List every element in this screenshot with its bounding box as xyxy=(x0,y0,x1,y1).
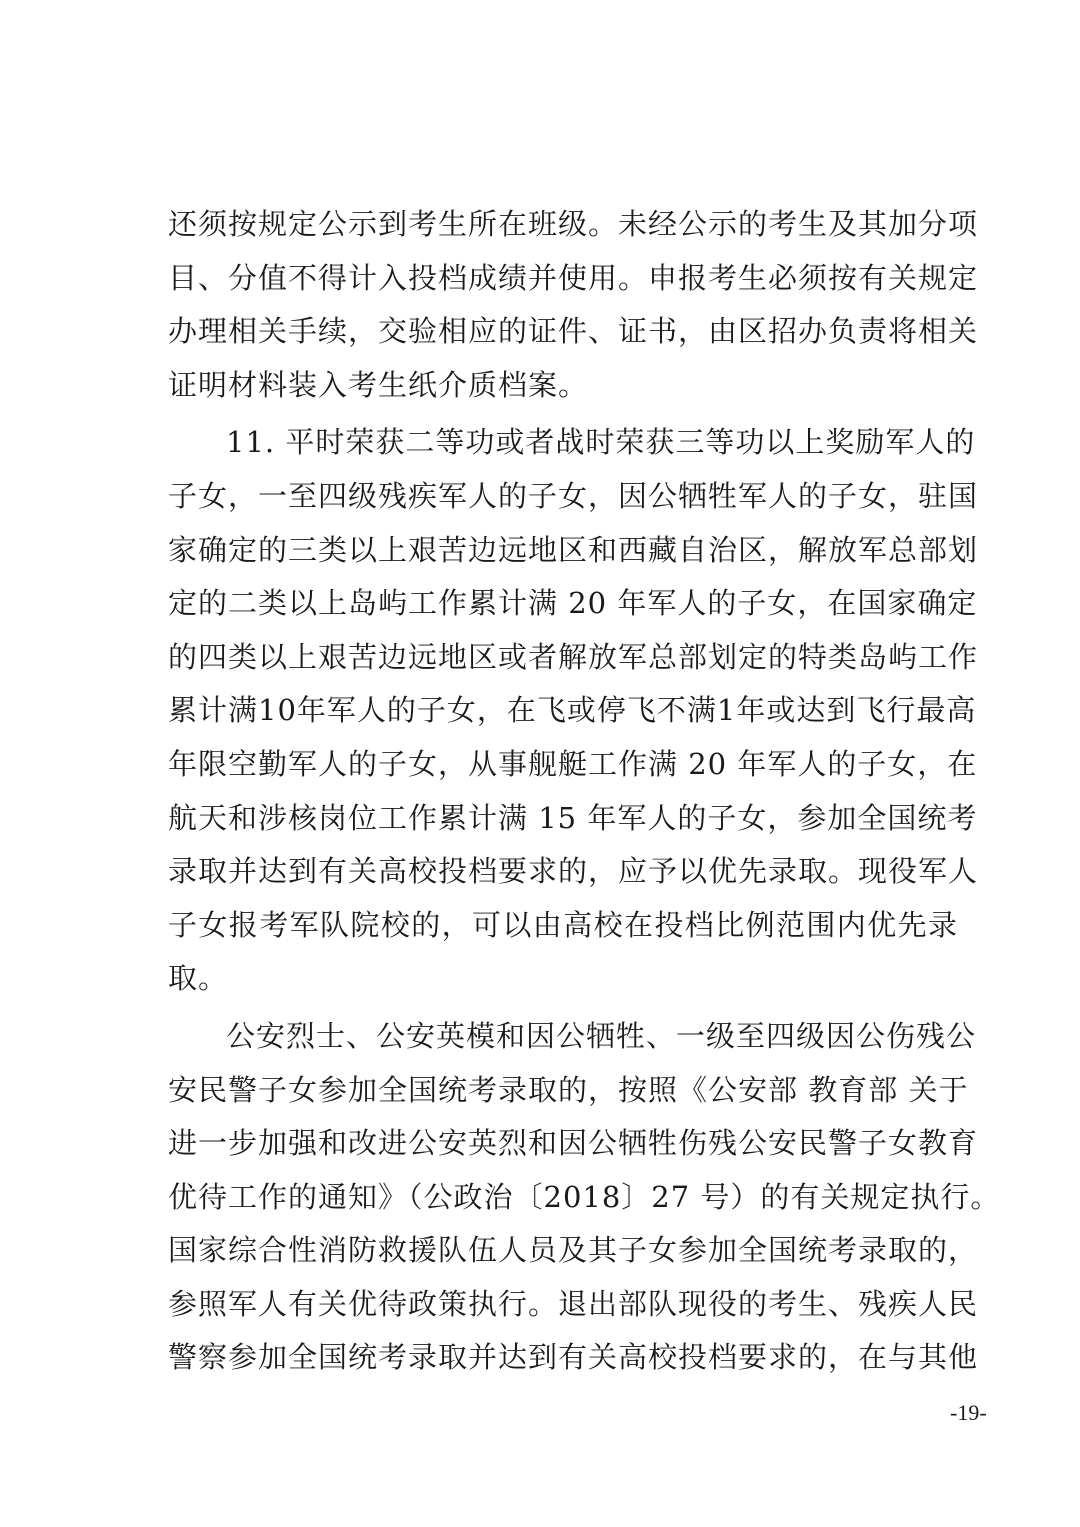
text-line: 子女，一至四级残疾军人的子女，因公牺牲军人的子女，驻国 xyxy=(168,478,979,513)
text-line: 参照军人有关优待政策执行。退出部队现役的考生、残疾人民 xyxy=(168,1286,979,1321)
text-line: 的四类以上艰苦边远地区或者解放军总部划定的特类岛屿工作 xyxy=(168,639,979,674)
text-line: 定的二类以上岛屿工作累计满 20 年军人的子女，在国家确定 xyxy=(168,586,978,621)
paragraph-first-line: 11. 平时荣获二等功或者战时荣获三等功以上奖励军人的 xyxy=(226,425,976,460)
text-line: 子女报考军队院校的，可以由高校在投档比例范围内优先录 xyxy=(168,907,958,942)
text-line: 年限空勤军人的子女，从事舰艇工作满 20 年军人的子女，在 xyxy=(168,746,978,781)
text-line: 家确定的三类以上艰苦边远地区和西藏自治区，解放军总部划 xyxy=(168,532,979,567)
text-line: 录取并达到有关高校投档要求的，应予以优先录取。现役军人 xyxy=(168,854,979,889)
text-line: 取。 xyxy=(168,961,229,996)
text-line: 证明材料装入考生纸介质档案。 xyxy=(168,367,589,402)
text-line: 进一步加强和改进公安英烈和因公牺牲伤残公安民警子女教育 xyxy=(168,1126,979,1161)
text-line: 国家综合性消防救援队伍人员及其子女参加全国统考录取的， xyxy=(168,1233,979,1268)
paragraph-first-line: 公安烈士、公安英模和因公牺牲、一级至四级因公伤残公 xyxy=(226,1018,977,1053)
text-line: 办理相关手续，交验相应的证件、证书，由区招办负责将相关 xyxy=(168,314,979,349)
document-body xyxy=(168,198,1001,1385)
text-line: 安民警子女参加全国统考录取的，按照《公安部 教育部 关于 xyxy=(168,1072,969,1107)
page-number: -19- xyxy=(950,1400,987,1425)
text-line: 警察参加全国统考录取并达到有关高校投档要求的，在与其他 xyxy=(168,1340,979,1375)
text-line: 航天和涉核岗位工作累计满 15 年军人的子女，参加全国统考 xyxy=(168,800,978,835)
text-line: 目、分值不得计入投档成绩并使用。申报考生必须按有关规定 xyxy=(168,260,979,295)
text-line: 还须按规定公示到考生所在班级。未经公示的考生及其加分项 xyxy=(168,207,979,241)
text-line: 优待工作的通知》（公政治〔2018〕27 号）的有关规定执行。 xyxy=(168,1179,1001,1214)
text-line: 累计满10年军人的子女，在飞或停飞不满1年或达到飞行最高 xyxy=(168,693,977,728)
